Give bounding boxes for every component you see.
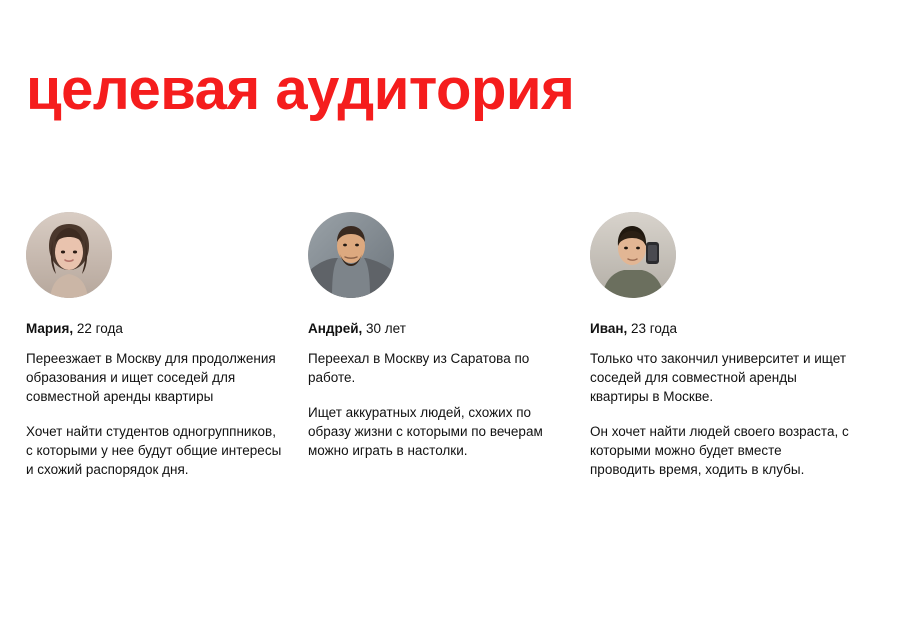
persona-paragraph: Ищет аккуратных людей, схожих по образу жизни с которыми по вечерам можно играть в настолки. <box>308 405 543 458</box>
persona-paragraph: Переезжает в Москву для продолжения образования и ищет соседей для совместной аренды квартиры <box>26 351 276 404</box>
persona-name <box>308 320 568 338</box>
persona-paragraph: Он хочет найти людей своего возраста, с которыми можно будет вместе проводить время, ходить в клубы. <box>590 424 849 477</box>
persona-card <box>26 212 308 479</box>
persona-name-rest: 30 лет <box>362 321 406 336</box>
avatar-andrey <box>308 212 394 298</box>
persona-name-rest: 23 года <box>627 321 677 336</box>
persona-paragraph: Хочет найти студентов одногруппников, с которыми у нее будут общие интересы и схожий распорядок дня. <box>26 424 282 477</box>
avatar-ivan <box>590 212 676 298</box>
persona-card <box>308 212 590 479</box>
persona-card <box>590 212 872 479</box>
persona-name-bold: Иван, <box>590 321 628 336</box>
persona-name-rest: 22 года <box>73 321 123 336</box>
persona-name-bold: Андрей, <box>308 321 363 336</box>
persona-list <box>26 212 874 479</box>
persona-paragraph: Переехал в Москву из Саратова по работе. <box>308 351 530 385</box>
persona-name <box>590 320 850 338</box>
page-title: целевая аудитория <box>26 57 575 122</box>
persona-paragraph: Только что закончил университет и ищет соседей для совместной аренды квартиры в Москве. <box>590 351 847 404</box>
persona-name <box>26 320 286 338</box>
avatar-maria <box>26 212 112 298</box>
persona-name-bold: Мария, <box>26 321 74 336</box>
